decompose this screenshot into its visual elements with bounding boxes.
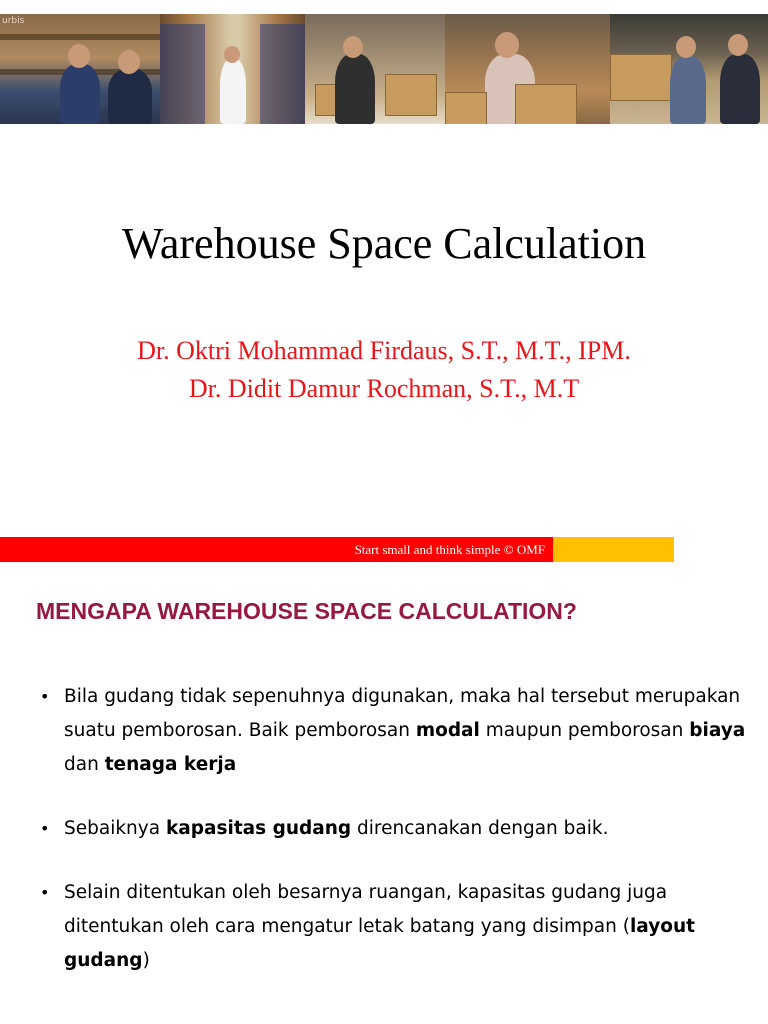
bullet-bold-text: biaya: [689, 720, 746, 741]
bullet-text: dan: [64, 754, 105, 775]
footer-red-band: [0, 537, 553, 562]
bullet-bold-text: layout gudang: [64, 916, 695, 971]
slide-title: Warehouse Space Calculation: [121, 219, 647, 268]
bullet-text: maupun pemborosan: [479, 720, 690, 741]
author-2: Dr. Didit Damur Rochman, S.T., M.T: [188, 374, 580, 403]
header-photo-strip: [0, 14, 768, 124]
warehouse-aisle-photo: [160, 14, 305, 124]
box-packing-photo: [445, 14, 610, 124]
warehouse-workers-photo: [0, 14, 160, 124]
bullet-icon: •: [40, 883, 50, 902]
bullet-text: Bila gudang tidak sepenuhnya digunakan, maka hal tersebut merupakan suatu pemborosan. Baik pemborosan: [64, 686, 741, 741]
bullet-text: ): [142, 950, 150, 971]
content-slide: [0, 562, 768, 1024]
bullet-text: Selain ditentukan oleh besarnya ruangan, kapasitas gudang juga ditentukan oleh cara mengatur letak batang yang disimpan (: [64, 882, 668, 937]
bullet-bold-text: tenaga kerja: [104, 754, 237, 775]
bullet-icon: •: [40, 687, 50, 706]
bullet-item: [36, 812, 756, 846]
bullet-text: direncanakan dengan baik.: [351, 818, 609, 839]
watermark: urbis: [2, 16, 25, 26]
bullet-text: Sebaiknya: [64, 818, 166, 839]
bullet-item: [36, 876, 756, 978]
slide-heading: MENGAPA WAREHOUSE SPACE CALCULATION?: [36, 598, 577, 624]
bullet-item: [36, 680, 756, 782]
packing-photo: [305, 14, 445, 124]
bullet-list: [36, 680, 756, 1008]
bullet-bold-text: modal: [415, 720, 480, 741]
bullet-icon: •: [40, 819, 50, 838]
footer-yellow-band: [553, 537, 674, 562]
bullet-bold-text: kapasitas gudang: [165, 818, 352, 839]
author-list: [0, 332, 768, 408]
author-1: Dr. Oktri Mohammad Firdaus, S.T., M.T., IPM.: [137, 336, 631, 365]
footer-bar: [0, 537, 674, 562]
footer-text: Start small and think simple © OMF: [354, 542, 545, 557]
team-photo: [610, 14, 768, 124]
